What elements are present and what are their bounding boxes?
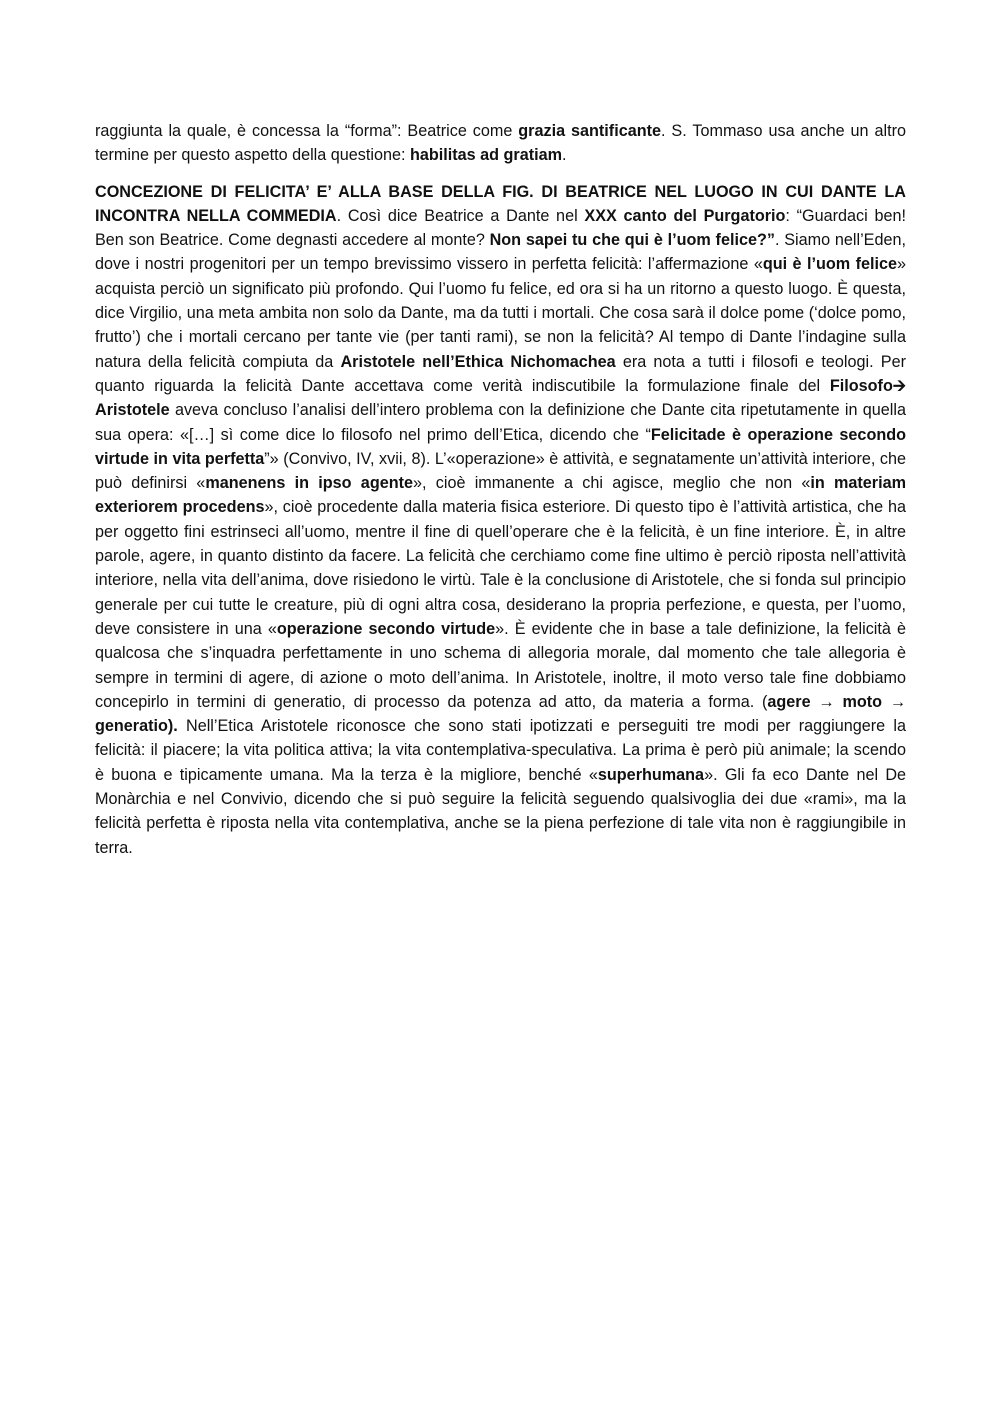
text-run: ». È evidente che in base a tale definizione, la felicità è qualcosa che s’inquadra perfettamente in uno schema di allegoria morale, dal momento che tale allegoria è sempre in termini di agere, di azione o moto dell’anima. In Aristotele, inoltre, il moto verso tale fine dobbiamo concepirlo in termini di generatio, di processo da potenza ad atto, da materia a forma. ( — [95, 619, 906, 711]
bold-text-run: generatio). — [95, 717, 178, 736]
bold-text-run: Felicitade è operazione secondo virtude in vita perfetta — [95, 425, 906, 468]
text-run: », cioè procedente dalla materia fisica esteriore. Di questo tipo è l’attività artistica, che ha per oggetto fini estrinseci all’uomo, mentre il fine di quell’operare che è la felicità, è un fine interiore. È, in altre parole, agere, in quanto distinto da facere. La felicità che cerchiamo come fine ultimo è perciò riposta nell’attività interiore, nella vita dell’anima, dove risiedono le virtù. Tale è la conclusione di Aristotele, che si fonda sul principio generale per cui tutte le creature, più di ogni altra cosa, desiderano la propria perfezione, e questa, per l’uomo, deve consistere in una « — [95, 498, 906, 638]
bold-text-run: moto — [842, 692, 882, 711]
bold-text-run: grazia santificante — [518, 122, 661, 140]
bold-text-run: 🡪 — [892, 376, 906, 395]
bold-text-run: CONCEZIONE DI FELICITA’ E’ ALLA BASE DELLA FIG. DI BEATRICE NEL LUOGO IN CUI DANTE LA INCONTRA NELLA COMMEDIA — [95, 182, 906, 225]
bold-text-run: manenens in ipso agente — [205, 474, 413, 493]
bold-text-run: → — [810, 692, 843, 711]
bold-text-run: XXX canto del Purgatorio — [584, 206, 786, 225]
bold-text-run: qui è l’uom felice — [762, 255, 897, 274]
text-run: ”» (Convivo, IV, xvii, 8). L’«operazione» è attività, e segnatamente un’attività interiore, che può definirsi « — [95, 449, 906, 493]
bold-text-run: agere — [767, 692, 811, 711]
text-run: ». Gli fa eco Dante nel De Monàrchia e nel Convivio, dicendo che si può seguire la felicità seguendo qualsivoglia dei due «rami», ma la felicità perfetta è riposta nella vita contemplativa, anche se la piena perfezione di tale vita non è raggiungibile in terra. — [95, 765, 907, 857]
bold-text-run: superhumana — [597, 765, 705, 784]
text-run: Nell’Etica Aristotele riconosce che sono stati ipotizzati e perseguiti tre modi per raggiungere la felicità: il piacere; la vita politica attiva; la vita contemplativa-speculativa. La prima è però più animale; la scendo è buona e tipicamente umana. Ma la terza è la migliore, benché « — [95, 717, 906, 784]
text-run: . — [562, 146, 567, 165]
document-page — [95, 119, 906, 872]
paragraph-concezione-felicita — [95, 180, 906, 860]
text-run: raggiunta la quale, è concessa la “forma”: Beatrice come — [95, 122, 519, 140]
bold-text-run: Aristotele — [95, 401, 170, 420]
text-run: era nota a tutti i filosofi e teologi. Per quanto riguarda la felicità Dante accettava come verità indiscutibile la formulazione finale del — [95, 352, 906, 395]
bold-text-run: operazione secondo virtude — [276, 619, 496, 638]
text-run: . Così dice Beatrice a Dante nel — [336, 206, 585, 225]
text-run: », cioè immanente a chi agisce, meglio che non « — [413, 474, 811, 493]
text-run: . Siamo nell’Eden, dove i nostri progenitori per un tempo brevissimo vissero in perfetta felicità: l’affermazione « — [95, 231, 906, 274]
bold-text-run: in materiam exteriorem procedens — [95, 474, 906, 517]
bold-text-run: Filosofo — [829, 376, 893, 395]
paragraph-grazia-santificante — [95, 119, 906, 168]
text-run: » acquista perciò un significato più profondo. Qui l’uomo fu felice, ed ora si ha un ritorno a questo luogo. È questa, dice Virgilio, una meta ambita non solo da Dante, ma da tutti i mortali. Che cosa sarà il dolce pome (‘dolce pomo, frutto’) che i mortali cercano per tante vie (per tanti rami), se non la felicità? Al tempo di Dante l’indagine sulla natura della felicità compiuta da — [95, 255, 907, 371]
text-run: aveva concluso l’analisi dell’intero problema con la definizione che Dante cita ripetutamente in quella sua opera: «[…] sì come dice lo filosofo nel primo dell’Etica, dicendo che “ — [95, 401, 906, 444]
text-run: : “Guardaci ben! Ben son Beatrice. Come degnasti accedere al monte? — [95, 206, 906, 250]
bold-text-run: Aristotele nell’Ethica Nichomachea — [340, 352, 616, 371]
bold-text-run: habilitas ad gratiam — [409, 146, 562, 165]
bold-text-run: Non sapei tu che qui è l’uom felice?” — [489, 231, 775, 250]
bold-text-run: → — [882, 692, 907, 711]
text-run: . S. Tommaso usa anche un altro termine per questo aspetto della questione: — [95, 122, 906, 165]
